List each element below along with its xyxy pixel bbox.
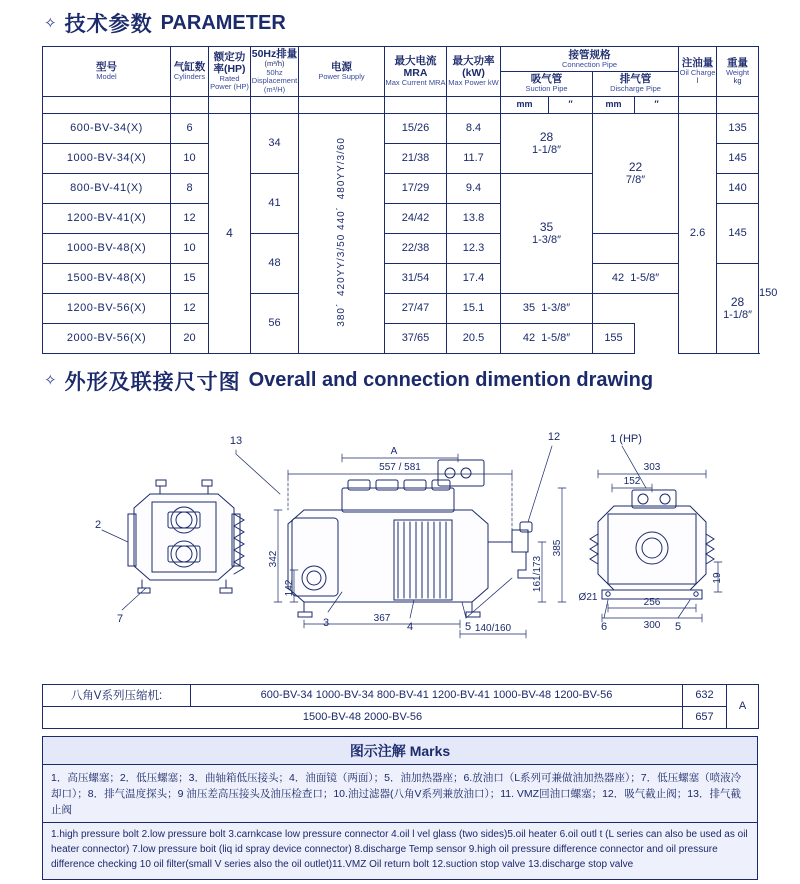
strip-models-2: 1500-BV-48 2000-BV-56 <box>43 706 683 728</box>
dim-367: 367 <box>373 612 391 624</box>
cell-max-power: 9.4 <box>447 173 501 203</box>
th-power-en: Rated Power (HP) <box>210 73 249 92</box>
th-model-en: Model <box>96 72 117 81</box>
section-title-cn: 技术参数 <box>64 13 153 36</box>
suction-inch: 1-5/8″ <box>541 332 571 345</box>
th-power-cn: 额定功率(HP) <box>213 50 246 75</box>
dim-140-160: 140/160 <box>474 622 512 634</box>
cell-suction <box>501 323 593 353</box>
dim-152: 152 <box>623 475 641 487</box>
cell-discharge <box>593 113 679 233</box>
cell-model: 800-BV-41(X) <box>43 173 171 203</box>
suction-inch: 1-1/8″ <box>532 144 561 157</box>
th-suction-inch: ″ <box>549 96 593 113</box>
cell-power-supply <box>299 113 385 353</box>
th-supply-en: Power Supply <box>318 72 365 81</box>
table-row <box>43 293 759 323</box>
th-rated-power <box>209 47 251 97</box>
cell-model: 1200-BV-41(X) <box>43 203 171 233</box>
th-suction-cn: 吸气管 <box>530 73 563 86</box>
th-model-cn: 型号 <box>96 60 117 73</box>
callout-5b: 5 <box>674 620 682 633</box>
table-row <box>43 323 759 353</box>
th-pipe-en: Connection Pipe <box>562 59 618 69</box>
callout-7: 7 <box>116 612 124 625</box>
section-title-cn: 外形及联接尺寸图 <box>64 370 241 394</box>
section-title-en: PARAMETER <box>160 11 286 34</box>
suction-mm: 28 <box>539 130 554 145</box>
th-pipe-cn: 接管规格 <box>568 48 611 61</box>
cell-max-power: 12.3 <box>447 233 501 263</box>
table-row <box>43 233 759 263</box>
cell-weight: 155 <box>593 323 635 353</box>
th-discharge-inch: ″ <box>635 96 679 113</box>
th-spacer-9 <box>717 96 759 113</box>
cell-displacement: 56 <box>251 293 299 353</box>
callout-3: 3 <box>322 616 330 629</box>
section-heading-parameter <box>0 8 800 38</box>
table-row <box>43 113 759 143</box>
th-connection-pipe <box>501 47 679 72</box>
th-maxpower-cn: 最大功率(kW) <box>452 54 495 79</box>
dim-A: A <box>390 445 398 457</box>
cell-suction <box>501 173 593 293</box>
marks-text-en: 1.high pressure bolt 2.low pressure bolt 3.carnkcase low pressure connector 4.oil l vel glass (two sides)5.oil heater 6.oil outl t (L series can also be used as oil heater connector) 7.low pressure boit (liq id spray device connector) 8.discharge Temp sensor 9.high oil pressure difference connector and oil pressure difference checking 10 oil filter(small V series also the oil outlet)11.VMZ Oil return bolt 12.suction stop valve 13.discharge stop valve <box>51 829 748 871</box>
dim-342: 342 <box>268 550 279 567</box>
th-spacer-6 <box>385 96 447 113</box>
th-disp-cn: 50Hz排量 <box>251 48 298 60</box>
suction-mm: 42 <box>611 272 625 285</box>
power-supply-value: 380、420YY/3/50 440、480YY/3/60 <box>336 136 347 327</box>
cell-max-current: 17/29 <box>385 173 447 203</box>
th-spacer-4 <box>251 96 299 113</box>
th-spacer-8 <box>679 96 717 113</box>
right-view <box>590 490 714 599</box>
th-power-supply <box>299 47 385 97</box>
th-oil-cn: 注油量 <box>681 56 714 69</box>
discharge-inch: 7/8″ <box>625 174 646 187</box>
th-suction-pipe <box>501 71 593 96</box>
strip-row <box>43 684 759 706</box>
suction-inch: 1-5/8″ <box>630 272 660 285</box>
th-spacer-2 <box>171 96 209 113</box>
th-oil-unit: l <box>696 76 699 86</box>
cell-cylinders: 10 <box>171 233 209 263</box>
th-disp-en: 50hz Displacement (m³/H) <box>251 67 298 94</box>
strip-side-label: A <box>727 684 759 728</box>
cell-displacement: 34 <box>251 113 299 173</box>
th-spacer-1 <box>43 96 171 113</box>
th-displacement <box>251 47 299 97</box>
callout-13: 13 <box>229 434 243 447</box>
diamond-icon: ✧ <box>44 372 57 390</box>
th-discharge-pipe <box>593 71 679 96</box>
suction-mm: 42 <box>522 332 536 345</box>
marks-text-cn: 1．高压螺塞；2．低压螺塞；3．曲轴箱低压接头；4．油面镜（两面）；5．油加热器座；6.放油口（L系列可兼做油加热器座）；7．低压螺塞（喷液冷却口）；8．排气温度探头；9 油压差高压接头及油压检查口；10.油过滤器(八角V系列兼放油口）；11. VMZ回油口螺塞；12．吸气截止阀；13．排气截止阀 <box>51 771 742 817</box>
th-cylinders <box>171 47 209 97</box>
th-cyl-en: Cylinders <box>173 72 206 81</box>
cell-displacement: 41 <box>251 173 299 233</box>
th-discharge-mm: mm <box>593 96 635 113</box>
section-heading-drawing <box>0 366 800 396</box>
th-current-cn: 最大电流MRA <box>394 54 437 79</box>
cell-max-power: 11.7 <box>447 143 501 173</box>
cell-model: 1200-BV-56(X) <box>43 293 171 323</box>
th-discharge-cn: 排气管 <box>619 73 652 86</box>
discharge-mm: 22 <box>628 160 643 175</box>
th-current-en: Max Current MRA <box>385 78 446 88</box>
cell-model: 1000-BV-34(X) <box>43 143 171 173</box>
dim-d21: Ø21 <box>578 591 598 603</box>
cell-cylinders: 20 <box>171 323 209 353</box>
cell-model: 1500-BV-48(X) <box>43 263 171 293</box>
cell-cyl-merged <box>209 113 251 353</box>
th-supply-cn: 电源 <box>331 60 352 73</box>
dim-161-173: 161/173 <box>532 555 543 592</box>
model-strip-table <box>42 684 759 729</box>
cell-max-current: 31/54 <box>385 263 447 293</box>
parameter-table <box>42 46 778 354</box>
th-maxpower-en: Max Power kW <box>448 78 499 88</box>
cell-max-current: 37/65 <box>385 323 447 353</box>
th-weight <box>717 47 759 97</box>
th-weight-cn: 重量 <box>727 56 749 69</box>
th-discharge-en: Discharge Pipe <box>610 84 661 94</box>
suction-mm: 35 <box>539 220 554 235</box>
cell-max-power: 20.5 <box>447 323 501 353</box>
th-spacer-7 <box>447 96 501 113</box>
th-suction-mm: mm <box>501 96 549 113</box>
th-oil-charge <box>679 47 717 97</box>
callout-4: 4 <box>406 620 414 633</box>
discharge-mm: 28 <box>730 295 745 310</box>
th-weight-unit: kg <box>733 76 742 86</box>
cell-weight: 145 <box>717 143 759 173</box>
cell-max-current: 22/38 <box>385 233 447 263</box>
cell-model: 1000-BV-48(X) <box>43 233 171 263</box>
drawing-svg <box>42 402 758 680</box>
cell-suction <box>501 293 593 323</box>
cell-cylinders: 15 <box>171 263 209 293</box>
diamond-icon: ✧ <box>44 14 57 32</box>
cell-model: 2000-BV-56(X) <box>43 323 171 353</box>
cell-suction <box>593 263 679 293</box>
th-disp-unit: (m³/h) <box>264 59 285 69</box>
cell-cylinders: 8 <box>171 173 209 203</box>
callout-12: 12 <box>547 430 561 443</box>
cell-oil-charge: 2.6 <box>679 113 717 353</box>
strip-models-1: 600-BV-34 1000-BV-34 800-BV-41 1200-BV-41 1000-BV-48 1200-BV-56 <box>191 684 683 706</box>
cell-cylinders: 10 <box>171 143 209 173</box>
suction-inch: 1-3/8″ <box>541 302 571 315</box>
marks-title: 图示注解 Marks <box>43 737 757 765</box>
cell-max-current: 27/47 <box>385 293 447 323</box>
callout-5: 5 <box>464 620 472 633</box>
dim-19: 19 <box>712 572 723 584</box>
callout-6: 6 <box>600 620 608 633</box>
cyl-merged-value: 4 <box>226 226 233 241</box>
left-view <box>128 480 244 593</box>
callout-1: 1 (HP) <box>610 432 642 445</box>
cell-max-power: 13.8 <box>447 203 501 233</box>
suction-inch: 1-3/8″ <box>532 234 561 247</box>
table-row: 1500-BV-48(X) 15 31/54 17.4 42 1-5/8″ 28 1-1/8″ 150 <box>43 263 759 293</box>
cell-max-power: 17.4 <box>447 263 501 293</box>
strip-row <box>43 706 759 728</box>
center-view <box>288 460 534 617</box>
marks-box <box>42 736 758 881</box>
cell-max-current: 21/38 <box>385 143 447 173</box>
callout-2: 2 <box>94 518 102 531</box>
parameter-table-wrap <box>42 46 778 354</box>
cell-weight: 145 <box>717 203 759 263</box>
cell-weight: 140 <box>717 173 759 203</box>
section-title-en: Overall and connection dimention drawing <box>248 369 654 392</box>
th-suction-en: Suction Pipe <box>525 84 568 94</box>
cell-suction <box>501 113 593 173</box>
cell-discharge <box>717 263 759 353</box>
cell-max-power: 15.1 <box>447 293 501 323</box>
dim-385: 385 <box>552 539 563 556</box>
cell-cylinders: 6 <box>171 113 209 143</box>
suction-mm: 35 <box>522 302 536 315</box>
th-max-power <box>447 47 501 97</box>
dim-557-581: 557 / 581 <box>379 461 421 473</box>
cell-max-current: 15/26 <box>385 113 447 143</box>
cell-cylinders: 12 <box>171 293 209 323</box>
dimension-drawing <box>42 402 758 680</box>
th-weight-en: Weight <box>725 67 750 77</box>
cell-cylinders: 12 <box>171 203 209 233</box>
th-spacer-3 <box>209 96 251 113</box>
discharge-inch: 1-1/8″ <box>723 309 753 322</box>
dim-300: 300 <box>643 619 661 631</box>
th-oil-en: Oil Charge <box>679 67 716 77</box>
strip-value-1: 632 <box>683 684 727 706</box>
cell-max-power: 8.4 <box>447 113 501 143</box>
dim-303: 303 <box>643 461 661 473</box>
th-max-current <box>385 47 447 97</box>
dim-142: 142 <box>284 579 295 596</box>
th-spacer-5 <box>299 96 385 113</box>
strip-label: 八角V系列压缩机: <box>43 684 191 706</box>
th-model <box>43 47 171 97</box>
cell-max-current: 24/42 <box>385 203 447 233</box>
cell-weight: 135 <box>717 113 759 143</box>
th-cyl-cn: 气缸数 <box>173 60 206 73</box>
strip-value-2: 657 <box>683 706 727 728</box>
cell-model: 600-BV-34(X) <box>43 113 171 143</box>
dim-256: 256 <box>643 596 661 608</box>
cell-displacement: 48 <box>251 233 299 293</box>
